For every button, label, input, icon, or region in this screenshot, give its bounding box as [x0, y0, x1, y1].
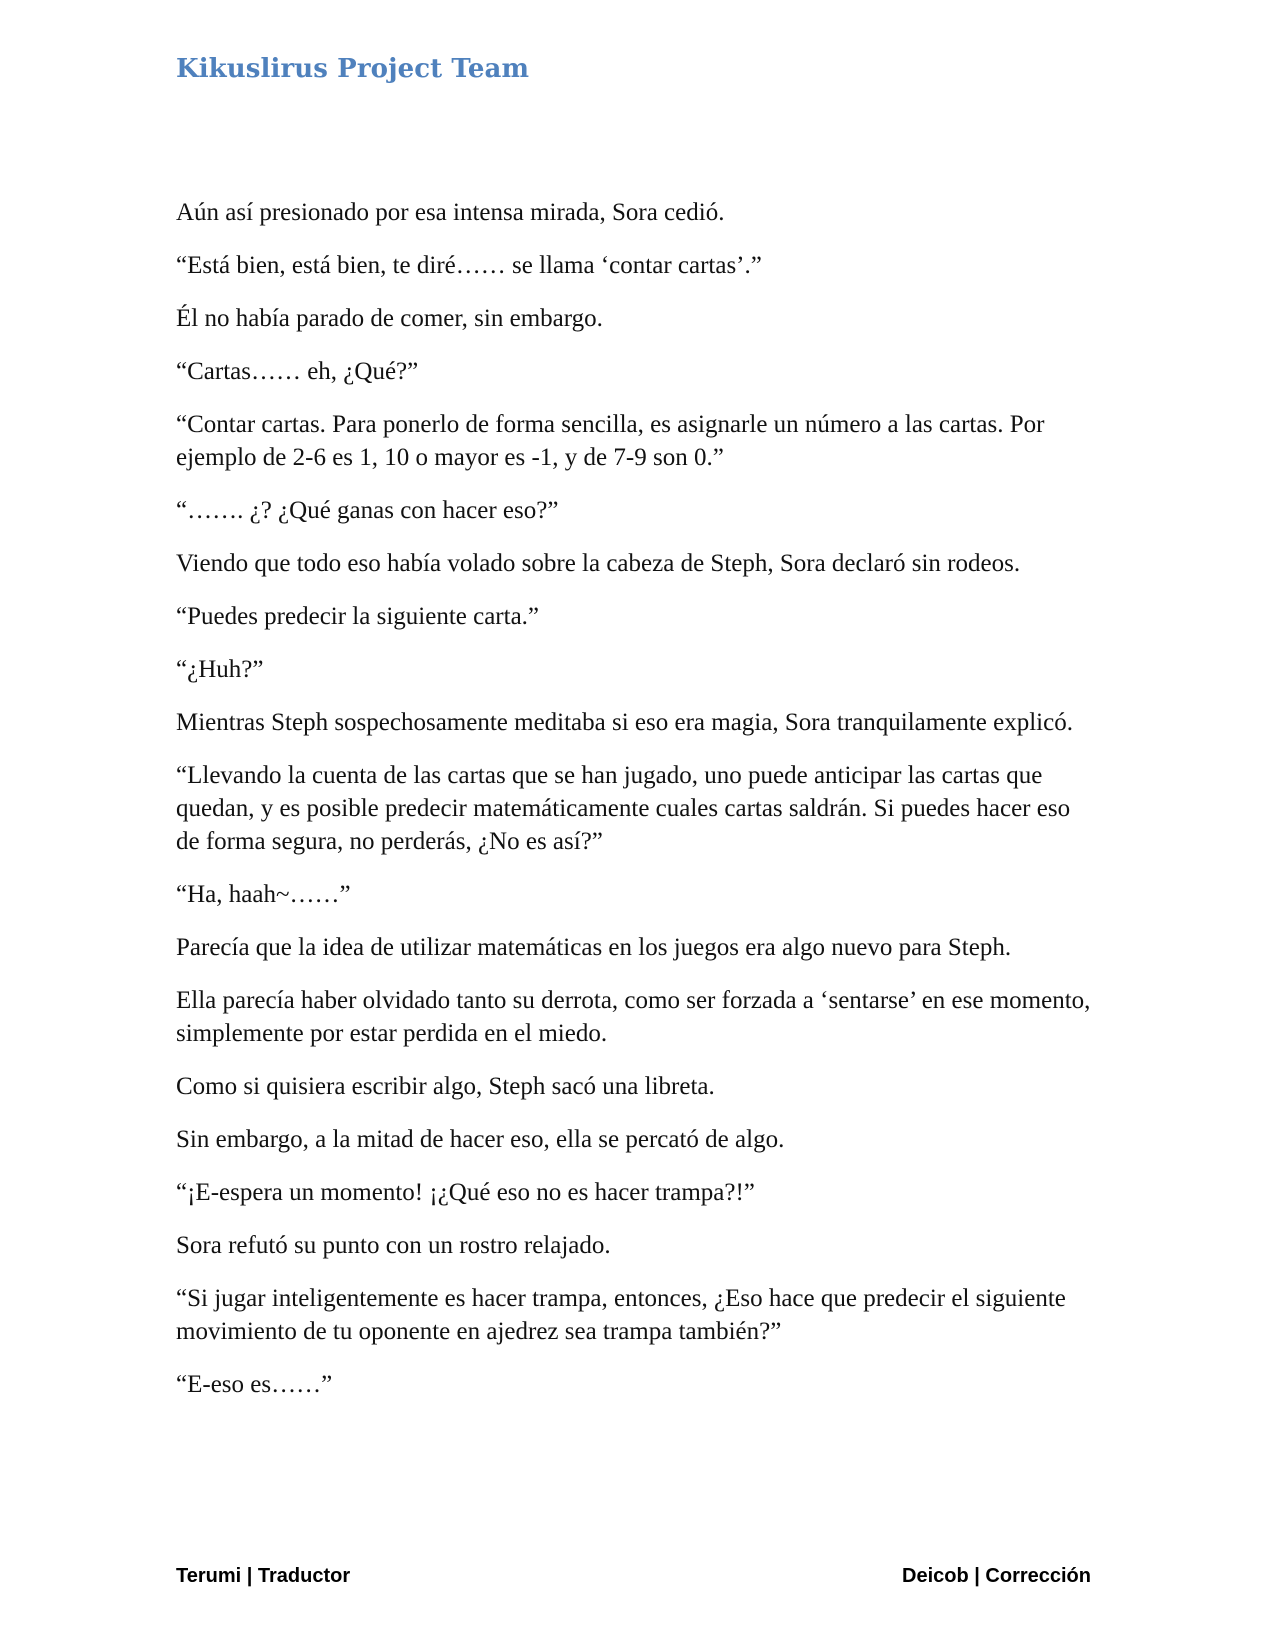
paragraph: Aún así presionado por esa intensa mirada, Sora cedió. — [176, 199, 725, 226]
paragraph: “Cartas…… eh, ¿Qué?” — [176, 358, 419, 385]
paragraph: “E-eso es……” — [176, 1371, 333, 1398]
paragraph: Sin embargo, a la mitad de hacer eso, ella se percató de algo. — [176, 1126, 785, 1153]
paragraph: Viendo que todo eso había volado sobre la cabeza de Steph, Sora declaró sin rodeos. — [176, 550, 1021, 577]
paragraph: “Está bien, está bien, te diré…… se llama ‘contar cartas’.” — [176, 252, 762, 279]
header-title: Kikuslirus Project Team — [176, 54, 530, 84]
paragraph: “Llevando la cuenta de las cartas que se han jugado, uno puede anticipar las cartas que quedan, y es posible predecir matemáticamente cuales cartas saldrán. Si puedes hacer eso de forma segura, no perderás, ¿No es así?” — [176, 762, 1071, 855]
paragraph: Ella parecía haber olvidado tanto su derrota, como ser forzada a ‘sentarse’ en ese momento, simplemente por estar perdida en el miedo. — [176, 987, 1091, 1047]
paragraph: “Puedes predecir la siguiente carta.” — [176, 603, 540, 630]
paragraph: Él no había parado de comer, sin embargo. — [176, 305, 603, 332]
paragraph: “Si jugar inteligentemente es hacer trampa, entonces, ¿Eso hace que predecir el siguiente movimiento de tu oponente en ajedrez sea trampa también?” — [176, 1285, 1066, 1345]
document-body — [176, 196, 1096, 1421]
paragraph: Parecía que la idea de utilizar matemáticas en los juegos era algo nuevo para Steph. — [176, 934, 1012, 961]
footer-proofreader-credit: Deicob | Corrección — [902, 1565, 1091, 1587]
footer-translator-credit: Terumi | Traductor — [176, 1565, 351, 1587]
paragraph: Sora refutó su punto con un rostro relajado. — [176, 1232, 611, 1259]
paragraph: Mientras Steph sospechosamente meditaba si eso era magia, Sora tranquilamente explicó. — [176, 709, 1073, 736]
paragraph: “……. ¿? ¿Qué ganas con hacer eso?” — [176, 497, 559, 524]
paragraph: “Ha, haah~……” — [176, 881, 351, 908]
paragraph: “Contar cartas. Para ponerlo de forma sencilla, es asignarle un número a las cartas. Por ejemplo de 2-6 es 1, 10 o mayor es -1, y de 7-9 son 0.” — [176, 411, 1045, 471]
paragraph: “¡E-espera un momento! ¡¿Qué eso no es hacer trampa?!” — [176, 1179, 755, 1206]
paragraph: Como si quisiera escribir algo, Steph sacó una libreta. — [176, 1073, 715, 1100]
paragraph: “¿Huh?” — [176, 656, 264, 683]
